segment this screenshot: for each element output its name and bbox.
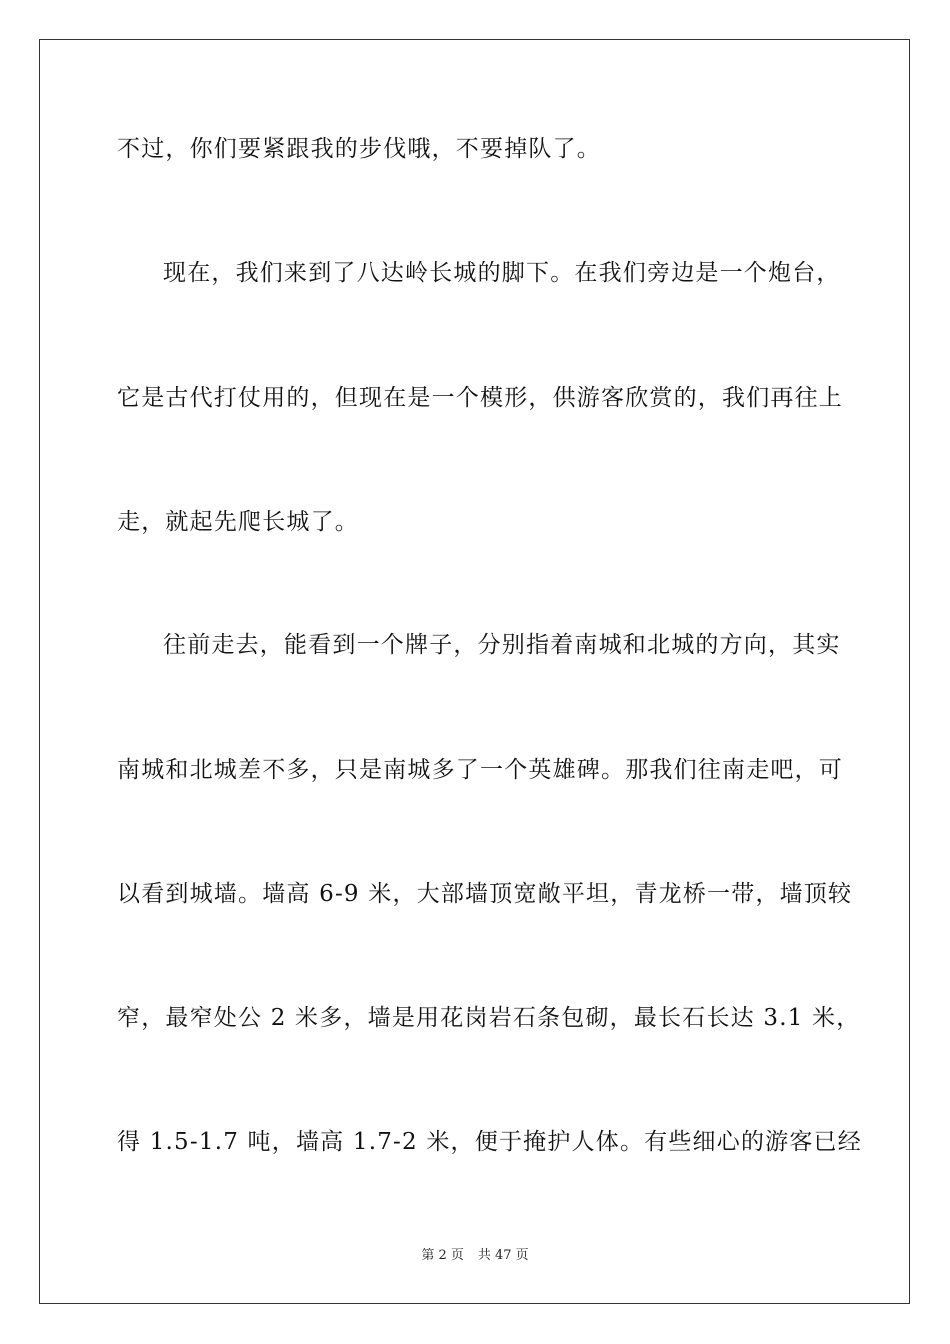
page-border (39, 39, 910, 1304)
text-line: 窄，最窄处公 2 米多，墙是用花岗岩石条包砌，最长石长达 3.1 米， (117, 1005, 861, 1031)
text-line: 南城和北城差不多，只是南城多了一个英雄碑。那我们往南走吧，可 (117, 757, 843, 783)
text-line: 走，就起先爬长城了。 (117, 509, 359, 535)
paragraph-start-line: 现在，我们来到了八达岭长城的脚下。在我们旁边是一个炮台， (163, 260, 841, 286)
text-line: 不过，你们要紧跟我的步伐哦，不要掉队了。 (117, 136, 601, 162)
text-line: 以看到城墙。墙高 6-9 米，大部墙顶宽敞平坦，青龙桥一带，墙顶较 (117, 881, 853, 907)
text-line: 它是古代打仗用的，但现在是一个模形，供游客欣赏的，我们再往上 (117, 385, 843, 411)
text-line: 得 1.5-1.7 吨，墙高 1.7-2 米，便于掩护人体。有些细心的游客已经 (117, 1129, 862, 1155)
page-total: 共 47 页 (477, 1248, 529, 1263)
paragraph-start-line: 往前走去，能看到一个牌子，分别指着南城和北城的方向，其实 (163, 632, 841, 658)
page-number: 第 2 页 (421, 1248, 464, 1263)
page-footer (0, 1247, 950, 1265)
